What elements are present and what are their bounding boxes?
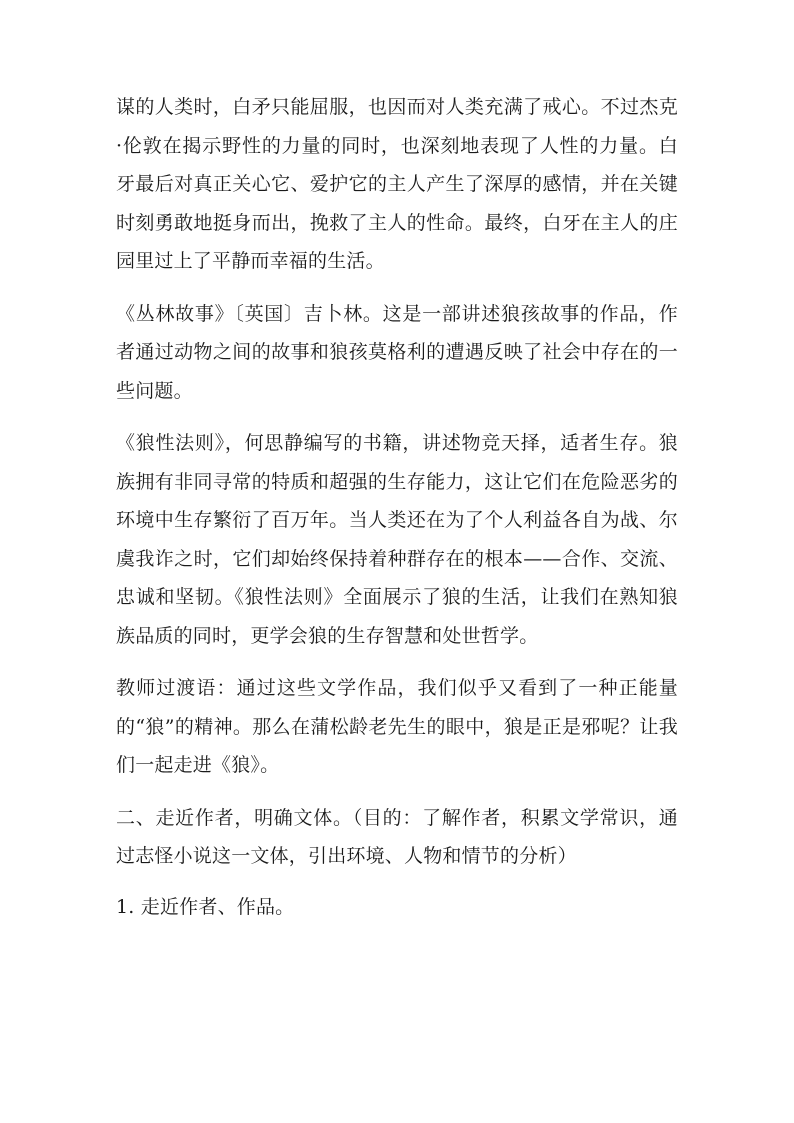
document-body	[116, 88, 678, 940]
section-heading-author: 二、走近作者，明确文体。（目的：了解作者，积累文学常识，通过志怪小说这一文体，引出环境、人物和情节的分析）	[116, 806, 678, 867]
paragraph-wolf-law: 《狼性法则》，何思静编写的书籍，讲述物竞天择，适者生存。狼族拥有非同寻常的特质和超强的生存能力，这让它们在危险恶劣的环境中生存繁衍了百万年。当人类还在为了个人利益各自为战、尔虞我诈之时，它们却始终保持着种群存在的根本——合作、交流、忠诚和坚韧。《狼性法则》全面展示了狼的生活，让我们在熟知狼族品质的同时，更学会狼的生存智慧和处世哲学。	[116, 432, 678, 647]
subheading-author-works: 1. 走近作者、作品。	[116, 895, 295, 918]
paragraph-white-fang: 谋的人类时，白矛只能屈服，也因而对人类充满了戒心。不过杰克·伦敦在揭示野性的力量的同时，也深刻地表现了人性的力量。白牙最后对真正关心它、爱护它的主人产生了深厚的感情，并在关键时刻勇敢地挺身而出，挽救了主人的性命。最终，白牙在主人的庄园里过上了平静而幸福的生活。	[116, 96, 678, 272]
paragraph-teacher-transition: 教师过渡语：通过这些文学作品，我们似乎又看到了一种正能量的“狼”的精神。那么在蒲松龄老先生的眼中，狼是正是邪呢？让我们一起走进《狼》。	[116, 677, 678, 776]
paragraph-jungle-book: 《丛林故事》〔英国〕吉卜林。这是一部讲述狼孩故事的作品，作者通过动物之间的故事和狼孩莫格利的遭遇反映了社会中存在的一些问题。	[116, 302, 678, 402]
